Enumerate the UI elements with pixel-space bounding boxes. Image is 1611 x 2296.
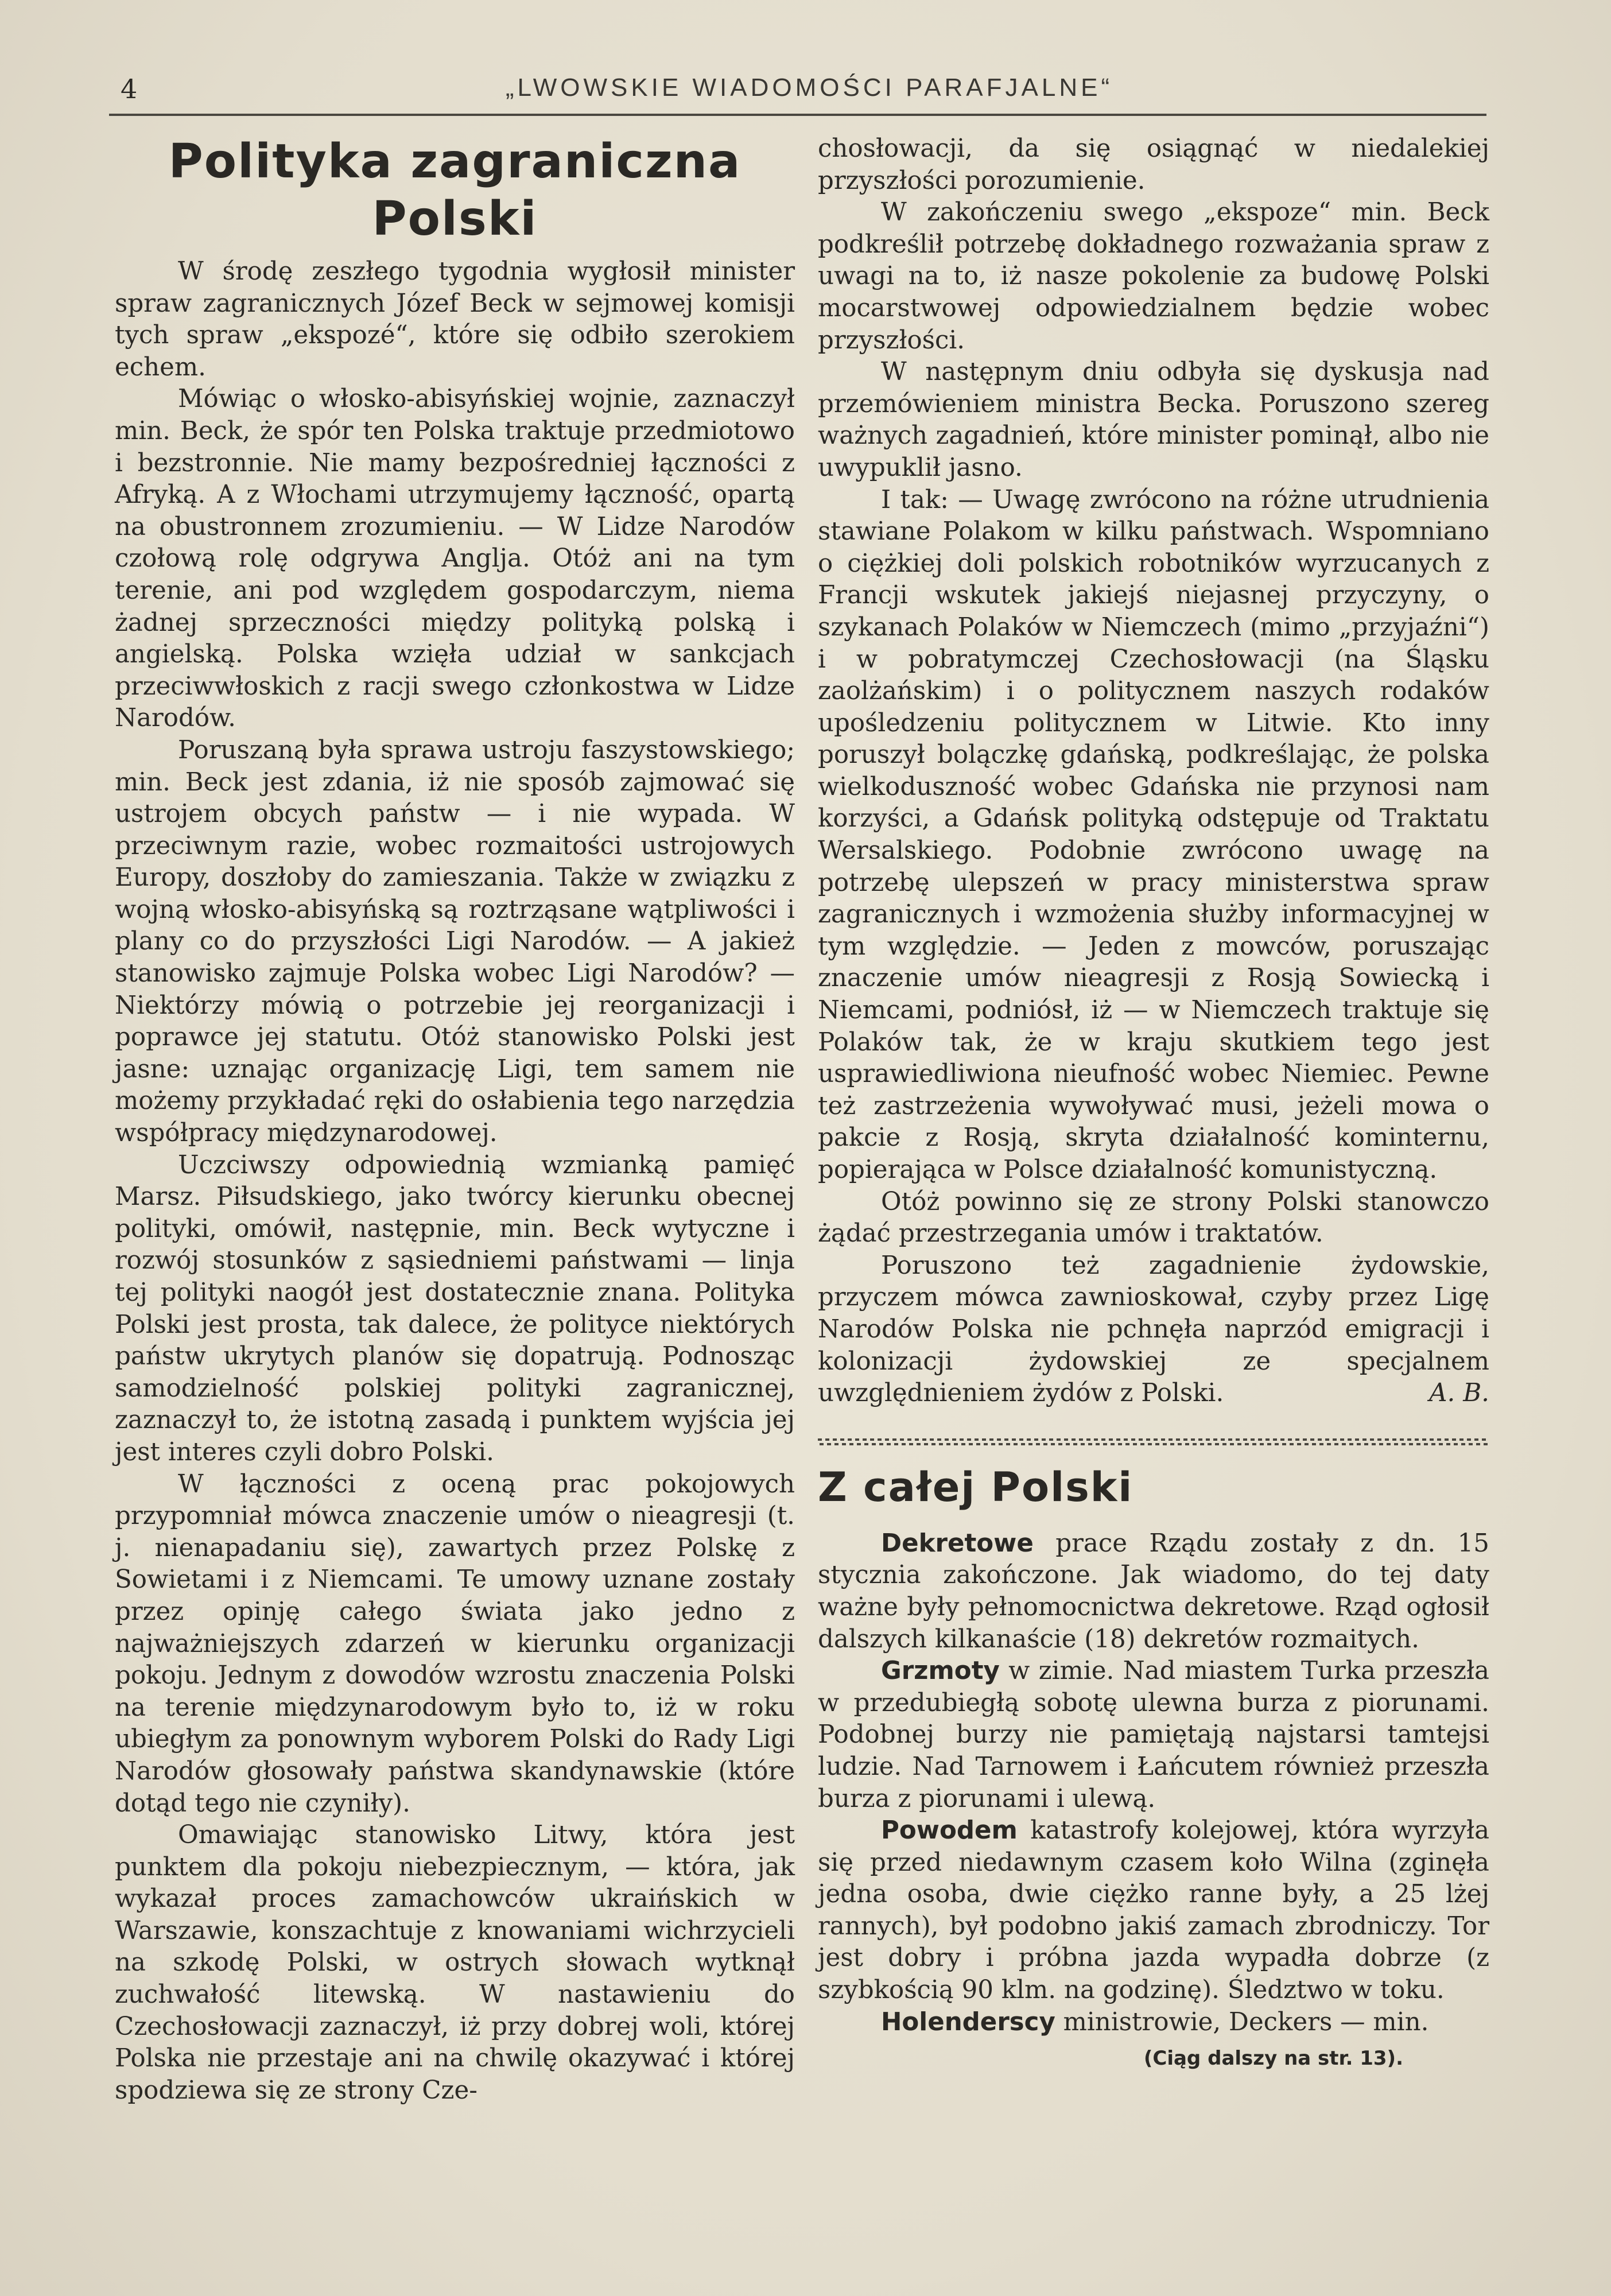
- news-item-text: ministrowie, Deckers — min.: [1055, 2007, 1429, 2037]
- news-item-lead: Holenderscy: [881, 2007, 1055, 2037]
- article-paragraph: Poruszaną była sprawa ustroju faszystowskiego; min. Beck jest zdania, iż nie sposób zajmować się ustrojem obcych państw — i nie wypada. W przeciwnym razie, wobec rozmaitości ustrojowych Europy, doszłoby do zamieszania. Także w związku z wojną włosko-abisyńską są roztrząsane wątpliwości i plany co do przyszłości Ligi Narodów. — A jakież stanowisko zajmuje Polska wobec Ligi Narodów? — Niektórzy mówią o potrzebie jej reorganizacji i poprawce jej statutu. Otóż stanowisko Polski jest jasne: uznając organizację Ligi, tem samem nie możemy przykładać ręki do osłabienia tego narzędzia współpracy międzynarodowej.: [115, 735, 795, 1148]
- article-paragraph: Omawiając stanowisko Litwy, która jest punktem dla pokoju niebezpiecznym, — która, jak wykazał proces zamachowców ukraińskich w Warszawie, konszachtuje z knowaniami wichrzycieli na szkodę Polski, w ostrych słowach wytknął zuchwałość litewską. W nastawieniu do Czechosłowacji zaznaczył, iż przy dobrej woli, której Polska nie przestaje ani na chwilę okazywać i której spodziewa się ze strony Cze-: [115, 1821, 795, 2105]
- article-last-paragraph: [818, 1250, 1489, 1410]
- news-item: [818, 1815, 1489, 2007]
- running-head: [109, 73, 1509, 108]
- article-continuation-paragraph: chosłowacji, da się osiągnąć w niedalekiej przyszłości porozumienie.: [818, 134, 1489, 195]
- news-item: [818, 1528, 1489, 1655]
- left-column: [115, 133, 795, 2107]
- news-item-lead: Dekretowe: [881, 1529, 1034, 1558]
- article-continuation-paragraph: Poruszono też zagadnienie żydowskie, przyczem mówca zawnioskował, czyby przez Ligę Narodów Polska nie pchnęła naprzód emigracji i kolonizacji żydowskiej ze specjalnem uwzględnieniem żydów z Polski.: [818, 1251, 1489, 1408]
- article-title: Polityka zagraniczna Polski: [168, 134, 742, 246]
- page-number: 4: [121, 73, 138, 104]
- continued-note: (Ciąg dalszy na str. 13).: [1143, 2047, 1403, 2070]
- news-item-text: katastrofy kolejowej, która wyrzyła się przed niedawnym czasem koło Wilna (zginęła jedna osoba, dwie ciężko ranne były, a 25 lżej rannych), był podobno jakiś zamach zbrodniczy. Tor jest dobry i próbna jazda wypadła dobrze (z szybkością 90 klm. na godzinę). Śledztwo w toku.: [818, 1816, 1489, 2005]
- news-item-lead: Grzmoty: [881, 1657, 1000, 1686]
- article-paragraph: Uczciwszy odpowiednią wzmianką pamięć Marsz. Piłsudskiego, jako twórcy kierunku obecnej polityki, omówił, następnie, min. Beck wytyczne i rozwój stosunków z sąsiedniemi państwami — linja tej polityki naogół jest dostatecznie znana. Polityka Polski jest prosta, tak dalece, że polityce niektórych państw ukrytych planów się dopatrują. Podnosząc samodzielność polskiej polityki zagranicznej, zaznaczył to, że istotną zasadą i punktem wyjścia jej jest interes czyli dobro Polski.: [115, 1150, 795, 1467]
- article-continuation-paragraph: Otóż powinno się ze strony Polski stanowczo żądać przestrzegania umów i traktatów.: [818, 1187, 1489, 1248]
- news-section-title: Z całej Polski: [818, 1463, 1133, 1511]
- journal-title: „LWOWSKIE WIADOMOŚCI PARAFJALNE“: [505, 73, 1113, 102]
- news-item: [818, 2007, 1489, 2039]
- article-paragraph: W środę zeszłego tygodnia wygłosił minister spraw zagranicznych Józef Beck w sejmowej komisji tych spraw „ekspozé“, które się odbiło szerokiem echem.: [115, 257, 795, 382]
- news-item-text: w zimie. Nad miastem Turka przeszła w przedubiegłą sobotę ulewna burza z piorunami. Podobnej burzy nie pamiętają najstarsi tamtejsi ludzie. Nad Tarnowem i Łańcutem również przeszła burza z piorunami i ulewą.: [818, 1657, 1489, 1813]
- article-paragraph: Mówiąc o włosko-abisyńskiej wojnie, zaznaczył min. Beck, że spór ten Polska traktuje przedmiotowo i bezstronnie. Nie mamy bezpośredniej łączności z Afryką. A z Włochami utrzymujemy łączność, opartą na obustronnem zrozumieniu. — W Lidze Narodów czołową rolę odgrywa Anglja. Otóż ani na tym terenie, ani pod względem gospodarczym, niema żadnej sprzeczności między polityką polską i angielską. Polska wzięła udział w sankcjach przeciwwłoskich z racji swego członkostwa w Lidze Narodów.: [115, 385, 795, 733]
- article-continuation-paragraph: W następnym dniu odbyła się dyskusja nad przemówieniem ministra Becka. Poruszono szereg ważnych zagadnień, które minister pominął, albo nie uwypuklił jasno.: [818, 358, 1489, 482]
- right-column: [818, 133, 1489, 2075]
- author-signature: A. B.: [1429, 1379, 1489, 1408]
- news-item-lead: Powodem: [881, 1816, 1018, 1845]
- news-item: [818, 1655, 1489, 1815]
- news-item-text: prace Rządu zostały z dn. 15 stycznia zakończone. Jak wiadomo, do tej daty ważne były pełnomocnictwa dekretowe. Rząd ogłosił dalszych kilkanaście (18) dekretów rozmaitych.: [818, 1529, 1489, 1654]
- article-continuation-paragraph: W zakończeniu swego „ekspoze“ min. Beck podkreślił potrzebę dokładnego rozważania spraw z uwagi na to, iż nasze pokolenie za budowę Polski mocarstwowej odpowiedzialnem będzie wobec przyszłości.: [818, 198, 1489, 355]
- header-rule: [109, 114, 1486, 116]
- article-paragraph: W łączności z oceną prac pokojowych przypomniał mówca znaczenie umów o nieagresji (t. j. nienapadaniu się), zawartych przez Polskę z Sowietami i z Niemcami. Te umowy uznane zostały przez opinję całego świata jako jedno z najważniejszych zdarzeń w kierunku organizacji pokoju. Jednym z dowodów wzrostu znaczenia Polski na terenie międzynarodowym było to, iż w roku ubiegłym za ponownym wyborem Polski do Rady Ligi Narodów głosowały państwa skandynawskie (które dotąd tego nie czyniły).: [115, 1469, 795, 1818]
- article-continuation-paragraph: I tak: — Uwagę zwrócono na różne utrudnienia stawiane Polakom w kilku państwach. Wspomniano o ciężkiej doli polskich robotników wyrzucanych z Francji wskutek jakiejś niejasnej przyczyny, o szykanach Polaków w Niemczech (mimo „przyjaźni“) i w pobratymczej Czechosłowacji (na Śląsku zaolżańskim) i o politycznem naszych rodaków upośledzeniu politycznem w Litwie. Kto inny poruszył bolączkę gdańską, podkreślając, że polska wielkoduszność wobec Gdańska nie przynosi nam korzyści, a Gdańsk polityką odstępuje od Traktatu Wersalskiego. Podobnie zwrócono uwagę na potrzebę ulepszeń w pracy ministerstwa spraw zagranicznych i wzmożenia służby informacyjnej w tym względzie. — Jeden z mowców, poruszając znaczenie umów nieagresji z Rosją Sowiecką i Niemcami, podniósł, iż — w Niemczech traktuje się Polaków tak, że w kraju skutkiem tego jest usprawiedliwiona nieufność wobec Niemiec. Pewne też zastrzeżenia wywoływać musi, jeżeli mowa o pakcie z Rosją, skryta działalność kominternu, popierająca w Polsce działalność komunistyczną.: [818, 485, 1489, 1184]
- section-divider: [818, 1435, 1489, 1449]
